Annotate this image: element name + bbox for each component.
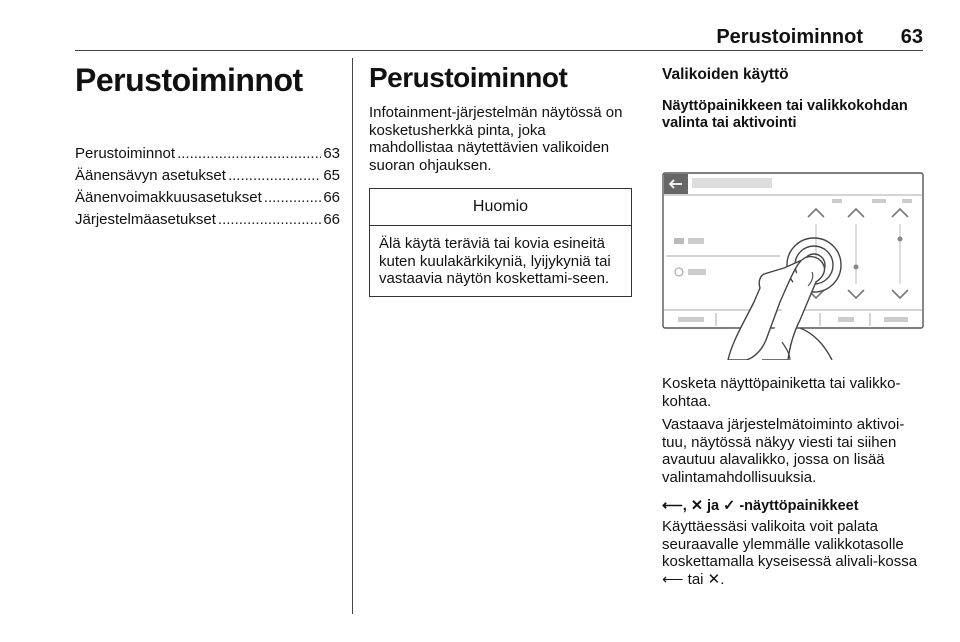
toc-leader-dots bbox=[177, 143, 321, 165]
function-text: Vastaava järjestelmätoiminto aktivoi-tuu, näytössä näkyy viesti tai siihen avautuu alavalikko, jossa on lisää valintamahdollisuuksia. bbox=[662, 416, 905, 486]
toc-leader-dots bbox=[218, 209, 321, 231]
page-header bbox=[75, 26, 923, 51]
column-divider bbox=[352, 58, 353, 614]
toc-entry[interactable] bbox=[75, 187, 340, 209]
buttons-heading: ⟵, ✕ ja ✓ -näyttöpainikkeet bbox=[662, 498, 859, 514]
toc-column bbox=[75, 62, 340, 231]
toc-entry-label: Perustoiminnot bbox=[75, 145, 176, 162]
toc-entry-label: Äänenvoimakkuusasetukset bbox=[75, 189, 262, 206]
header-title: Perustoiminnot bbox=[716, 26, 863, 48]
menu-heading: Valikoiden käyttö bbox=[662, 66, 789, 83]
toc-entry-page: 63 bbox=[323, 145, 340, 162]
note-title: Huomio bbox=[370, 189, 631, 226]
touch-instruction bbox=[662, 375, 926, 410]
intro-column bbox=[369, 62, 632, 297]
touchscreen-illustration bbox=[662, 172, 926, 360]
toc-leader-dots bbox=[228, 165, 321, 187]
page-number: 63 bbox=[900, 26, 923, 48]
function-description bbox=[662, 416, 926, 486]
note-box bbox=[369, 188, 632, 297]
toc-entry-label: Äänensävyn asetukset bbox=[75, 167, 226, 184]
touchscreen-drawing bbox=[662, 172, 926, 360]
chapter-title: Perustoiminnot bbox=[75, 62, 303, 98]
toc-entry-page: 65 bbox=[323, 167, 340, 184]
buttons-description bbox=[662, 518, 926, 588]
toc-entry-label: Järjestelmäasetukset bbox=[75, 211, 216, 228]
buttons-text: Käyttäessäsi valikoita voit palata seuraavalle ylemmälle valikkotasolle koskettamalla kyseisessä alivali-kossa ⟵ tai ✕. bbox=[662, 518, 918, 588]
toc-entry[interactable] bbox=[75, 143, 340, 165]
menu-column bbox=[662, 66, 926, 132]
touch-text: Kosketa näyttöpainiketta tai valikko-kohtaa. bbox=[662, 375, 901, 410]
section-title: Perustoiminnot bbox=[369, 62, 568, 93]
table-of-contents bbox=[75, 143, 340, 231]
note-text: Älä käytä teräviä tai kovia esineitä kuten kuulakärkikyniä, lyijykyniä tai vastaavia näytön koskettami-seen. bbox=[379, 235, 611, 287]
toc-leader-dots bbox=[264, 187, 322, 209]
toc-entry-page: 66 bbox=[323, 189, 340, 206]
intro-paragraph: Infotainment-järjestelmän näytössä on kosketusherkkä pinta, joka mahdollistaa näytettävien valikoiden suoran ohjauksen. bbox=[369, 104, 623, 174]
toc-entry[interactable] bbox=[75, 165, 340, 187]
menu-subheading: Näyttöpainikkeen tai valikkokohdan valinta tai aktivointi bbox=[662, 98, 908, 131]
toc-entry-page: 66 bbox=[323, 211, 340, 228]
toc-entry[interactable] bbox=[75, 209, 340, 231]
